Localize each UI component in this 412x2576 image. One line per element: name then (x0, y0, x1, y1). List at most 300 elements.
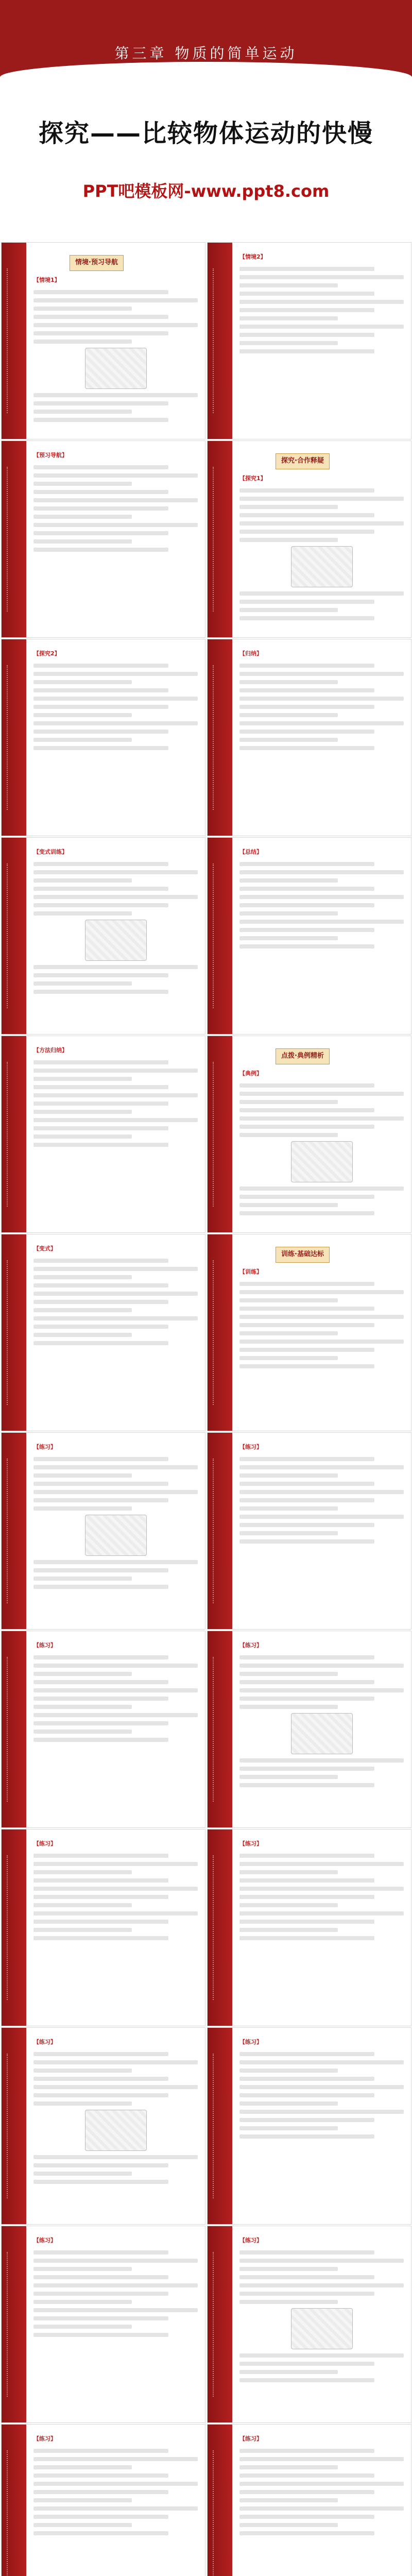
text-line (239, 705, 374, 709)
text-line (239, 680, 338, 684)
slide-panel (207, 1234, 411, 1431)
text-line (33, 981, 132, 986)
slide-label: 【练习】 (239, 1840, 262, 1847)
slide-label: 【情境1】 (33, 276, 60, 283)
text-line (239, 1920, 374, 1924)
text-line (33, 410, 132, 414)
slide-content (239, 2037, 404, 2217)
slide-content (33, 847, 198, 1027)
text-line (239, 672, 404, 676)
slide-side-bar (208, 1036, 232, 1232)
text-line (239, 1928, 338, 1932)
text-line (33, 1077, 132, 1081)
slide-side-bar (208, 1631, 232, 1827)
slide-side-bar (2, 441, 26, 637)
text-line (33, 498, 198, 502)
slide-panel (1, 440, 205, 638)
text-line (239, 2259, 404, 2263)
text-line (239, 1356, 338, 1360)
slide-panel (1, 2226, 205, 2423)
text-line (239, 1331, 338, 1335)
text-line (33, 911, 132, 916)
slide-panel (207, 242, 411, 439)
slide-content (239, 649, 404, 828)
text-line (33, 697, 198, 701)
slide-side-bar (2, 243, 26, 439)
slide-label: 【练习】 (33, 1642, 56, 1649)
text-line (33, 2259, 198, 2263)
text-line (239, 1348, 374, 1352)
slide-panel (207, 1631, 411, 1828)
text-line (33, 418, 168, 422)
text-line (239, 1680, 374, 1684)
text-line (33, 1316, 198, 1320)
text-line (239, 2473, 374, 2478)
text-line (239, 1290, 404, 1294)
text-line (239, 1697, 374, 1701)
text-line (33, 1506, 132, 1511)
text-line (33, 2457, 198, 2461)
slide-panel (207, 1829, 411, 2026)
text-line (33, 1560, 198, 1564)
text-line (239, 1203, 338, 1207)
text-line (33, 1854, 168, 1858)
text-line (239, 2370, 338, 2374)
text-line (33, 1325, 168, 1329)
text-line (33, 1473, 132, 1478)
text-line (33, 2515, 168, 2519)
text-line (33, 1577, 132, 1581)
text-line (239, 746, 374, 750)
text-line (239, 1854, 374, 1858)
slide-panel (207, 2027, 411, 2225)
slide-label: 【练习】 (239, 2435, 262, 2442)
text-line (239, 497, 404, 501)
text-line (239, 1775, 338, 1779)
text-line (239, 333, 374, 337)
section-tag: 训练·基础达标 (276, 1247, 330, 1263)
text-line (239, 738, 338, 742)
text-line (33, 1895, 168, 1899)
text-line (33, 1465, 198, 1469)
text-line (239, 292, 374, 296)
text-line (239, 895, 404, 899)
text-line (239, 862, 374, 866)
text-line (239, 911, 338, 916)
text-line (33, 490, 168, 494)
text-line (239, 1664, 404, 1668)
text-line (33, 2077, 168, 2081)
text-line (33, 1568, 168, 1572)
text-line (239, 1465, 404, 1469)
text-line (33, 1259, 168, 1263)
slide-side-bar (208, 2028, 232, 2224)
slide-side-bar (208, 441, 232, 637)
text-line (239, 521, 404, 526)
text-line (239, 2134, 374, 2139)
text-line (33, 1664, 198, 1668)
text-line (239, 1457, 374, 1461)
text-line (33, 2172, 132, 2176)
text-line (239, 1895, 374, 1899)
text-line (33, 531, 168, 535)
text-line (33, 1134, 132, 1139)
slide-content (33, 450, 198, 630)
text-line (33, 2052, 168, 2056)
text-line (239, 349, 374, 353)
illustration (85, 2110, 147, 2151)
text-line (239, 1125, 374, 1129)
text-line (33, 973, 168, 977)
slide-label: 【方法归纳】 (33, 1047, 67, 1054)
slide-content (239, 847, 404, 1027)
text-line (33, 1680, 168, 1684)
text-line (33, 1275, 132, 1279)
text-line (239, 608, 338, 612)
text-line (33, 1887, 198, 1891)
text-line (33, 1333, 132, 1337)
section-tag: 点拨·典例精析 (276, 1048, 330, 1064)
text-line (239, 944, 374, 948)
text-line (33, 2449, 168, 2453)
slide-label: 【练习】 (33, 1840, 56, 1847)
text-line (33, 870, 198, 874)
text-line (239, 878, 338, 883)
slide-label: 【典例】 (239, 1070, 262, 1077)
text-line (33, 323, 198, 327)
text-line (33, 1101, 168, 1106)
text-line (239, 2353, 404, 2358)
text-line (33, 2069, 132, 2073)
text-line (33, 1672, 132, 1676)
slide-side-bar (208, 243, 232, 439)
website-watermark: PPT吧模板网-www.ppt8.com (82, 181, 330, 201)
text-line (239, 2110, 404, 2114)
slide-panel (1, 1036, 205, 1233)
slide-side-bar (2, 1036, 26, 1232)
text-line (33, 895, 198, 899)
slide-panel (1, 2424, 205, 2576)
slide-content (239, 1640, 404, 1820)
slide-content (33, 2434, 198, 2576)
slide-label: 【训练】 (239, 1268, 262, 1275)
text-line (239, 688, 374, 692)
text-line (239, 2102, 338, 2106)
slide-side-bar (2, 639, 26, 836)
text-line (239, 2267, 338, 2271)
text-line (33, 1936, 168, 1940)
text-line (239, 1911, 404, 1916)
slide-content (239, 1839, 404, 2019)
text-line (239, 275, 404, 279)
slide-side-bar (2, 2028, 26, 2224)
slide-label: 【练习】 (239, 2039, 262, 2045)
text-line (33, 482, 132, 486)
text-line (239, 1092, 404, 1096)
slide-panel (1, 639, 205, 836)
slide-label: 【练习】 (239, 1642, 262, 1649)
slide-side-bar (208, 1433, 232, 1629)
text-line (33, 721, 198, 725)
text-line (239, 2498, 338, 2502)
text-line (33, 1498, 168, 1502)
text-line (239, 1672, 338, 1676)
text-line (33, 2465, 132, 2469)
text-line (239, 300, 404, 304)
slide-label: 【归纳】 (239, 650, 262, 657)
text-line (239, 616, 374, 620)
slide-content (33, 1839, 198, 2019)
text-line (33, 2325, 132, 2329)
slide-content (33, 1442, 198, 1622)
text-line (239, 2275, 374, 2279)
slide-content (239, 2434, 404, 2576)
illustration (85, 1515, 147, 1556)
text-line (33, 2316, 168, 2320)
text-line (33, 393, 198, 397)
slide-side-bar (2, 2226, 26, 2422)
text-line (239, 308, 374, 312)
text-line (239, 2283, 404, 2287)
text-line (239, 1473, 338, 1478)
text-line (33, 2490, 168, 2494)
text-line (239, 2085, 404, 2089)
slide-content (33, 649, 198, 828)
text-line (239, 1655, 374, 1659)
slide-side-bar (2, 1631, 26, 1827)
text-line (33, 1300, 168, 1304)
text-line (33, 1920, 168, 1924)
text-line (239, 664, 374, 668)
text-line (239, 2052, 374, 2056)
slide-label: 【变式训练】 (33, 849, 67, 855)
text-line (33, 1341, 168, 1345)
text-line (33, 1308, 132, 1312)
slide-side-bar (208, 639, 232, 836)
slide-content (33, 1244, 198, 1423)
text-line (33, 664, 168, 668)
text-line (239, 316, 338, 320)
text-line (239, 2523, 338, 2527)
text-line (33, 2531, 168, 2535)
lesson-title: 探究——比较物体运动的快慢 (38, 119, 373, 148)
text-line (33, 713, 132, 717)
text-line (239, 1705, 338, 1709)
chapter-heading: 第三章 物质的简单运动 (114, 45, 298, 62)
text-line (33, 680, 132, 684)
text-line (33, 473, 198, 478)
text-line (33, 2102, 132, 2106)
text-line (239, 341, 338, 345)
text-line (239, 1539, 374, 1544)
slide-side-bar (2, 1829, 26, 2026)
text-line (239, 1490, 404, 1494)
slide-panel (1, 1432, 205, 1630)
text-line (239, 488, 374, 493)
slide-panel (207, 440, 411, 638)
text-line (239, 1116, 404, 1121)
slide-side-bar (208, 2425, 232, 2576)
text-line (239, 2126, 338, 2130)
text-line (239, 538, 338, 542)
text-line (33, 730, 168, 734)
text-line (239, 2465, 338, 2469)
text-line (239, 920, 404, 924)
text-line (33, 2060, 198, 2064)
text-line (239, 2515, 374, 2519)
text-line (33, 401, 168, 405)
text-line (239, 1315, 404, 1319)
text-line (239, 2482, 404, 2486)
text-line (239, 2490, 374, 2494)
text-line (33, 1482, 168, 1486)
text-line (33, 1060, 168, 1064)
text-line (33, 1585, 168, 1589)
text-line (33, 1903, 132, 1907)
text-line (239, 1523, 374, 1527)
text-line (239, 2077, 374, 2081)
text-line (33, 1870, 132, 1874)
text-line (33, 1292, 198, 1296)
text-line (33, 1267, 198, 1271)
text-line (239, 325, 404, 329)
text-line (239, 1862, 404, 1866)
slide-label: 【预习导航】 (33, 452, 67, 459)
text-line (33, 1069, 198, 1073)
text-line (33, 1878, 168, 1883)
slide-content (33, 252, 198, 432)
text-line (33, 705, 168, 709)
slide-label: 【练习】 (239, 2237, 262, 2244)
text-line (239, 283, 338, 287)
text-line (239, 591, 404, 596)
text-line (239, 2118, 374, 2122)
text-line (33, 539, 132, 544)
text-line (239, 1282, 374, 1286)
text-line (33, 290, 168, 294)
text-line (33, 746, 168, 750)
text-line (33, 523, 198, 527)
text-line (33, 1655, 168, 1659)
text-line (239, 2378, 374, 2382)
text-line (33, 548, 168, 552)
text-line (239, 2362, 374, 2366)
text-line (33, 1688, 198, 1692)
text-line (33, 2482, 198, 2486)
title-slide (0, 0, 412, 241)
text-line (33, 2163, 168, 2167)
text-line (239, 1083, 374, 1088)
text-line (33, 2283, 198, 2287)
text-line (33, 515, 132, 519)
text-line (33, 2292, 168, 2296)
slide-content (239, 1045, 404, 1225)
text-line (239, 870, 404, 874)
slide-content (239, 450, 404, 630)
text-line (239, 2531, 374, 2535)
text-line (33, 903, 168, 907)
text-line (239, 1498, 374, 1502)
slide-panel (1, 1829, 205, 2026)
slide-side-bar (208, 838, 232, 1034)
illustration (291, 1713, 353, 1754)
slide-panel (207, 2226, 411, 2423)
text-line (239, 697, 404, 701)
text-line (33, 2300, 132, 2304)
slide-content (239, 1442, 404, 1622)
section-tag: 情境·预习导航 (70, 255, 124, 271)
text-line (239, 1187, 404, 1191)
section-tag: 探究·合作释疑 (276, 453, 330, 469)
text-line (33, 1705, 132, 1709)
slide-label: 【练习】 (33, 2039, 56, 2045)
text-line (239, 1767, 374, 1771)
text-line (33, 298, 198, 302)
text-line (33, 2155, 198, 2159)
illustration (291, 2308, 353, 2349)
text-line (33, 2267, 132, 2271)
text-line (239, 505, 338, 509)
slide-label: 【练习】 (239, 1444, 262, 1450)
text-line (239, 513, 374, 517)
slide-content (33, 2037, 198, 2217)
text-line (33, 1911, 198, 1916)
text-line (239, 2506, 404, 2511)
slide-panel (1, 242, 205, 439)
slide-panel (207, 2424, 411, 2576)
slide-side-bar (208, 2226, 232, 2422)
text-line (33, 2085, 198, 2089)
illustration (291, 546, 353, 587)
illustration (291, 1141, 353, 1182)
text-line (239, 1307, 374, 1311)
slide-label: 【练习】 (33, 2435, 56, 2442)
text-line (33, 2275, 168, 2279)
text-line (33, 2250, 168, 2255)
text-line (33, 965, 198, 969)
text-line (239, 1211, 374, 1215)
text-line (33, 1697, 168, 1701)
text-line (239, 1108, 374, 1112)
text-line (33, 2333, 168, 2337)
slide-content (239, 252, 404, 432)
text-line (33, 990, 168, 994)
slide-side-bar (2, 838, 26, 1034)
slide-label: 【探究2】 (33, 650, 60, 657)
slide-label: 【总结】 (239, 849, 262, 855)
slide-content (33, 1045, 198, 1225)
text-line (33, 2093, 168, 2097)
slide-panel (1, 1234, 205, 1431)
text-line (239, 1298, 338, 1302)
text-line (33, 1713, 198, 1717)
slide-side-bar (2, 1433, 26, 1629)
text-line (239, 928, 374, 932)
text-line (239, 1758, 404, 1762)
text-line (239, 721, 404, 725)
slide-label: 【变式】 (33, 1245, 56, 1252)
text-line (33, 1457, 168, 1461)
slide-panel (207, 639, 411, 836)
text-line (239, 2457, 404, 2461)
slide-panel (207, 1036, 411, 1233)
text-line (239, 1531, 338, 1535)
illustration (85, 348, 147, 389)
slide-panel (1, 837, 205, 1035)
text-line (239, 1870, 338, 1874)
slide-panel (1, 1631, 205, 1828)
text-line (33, 2473, 168, 2478)
